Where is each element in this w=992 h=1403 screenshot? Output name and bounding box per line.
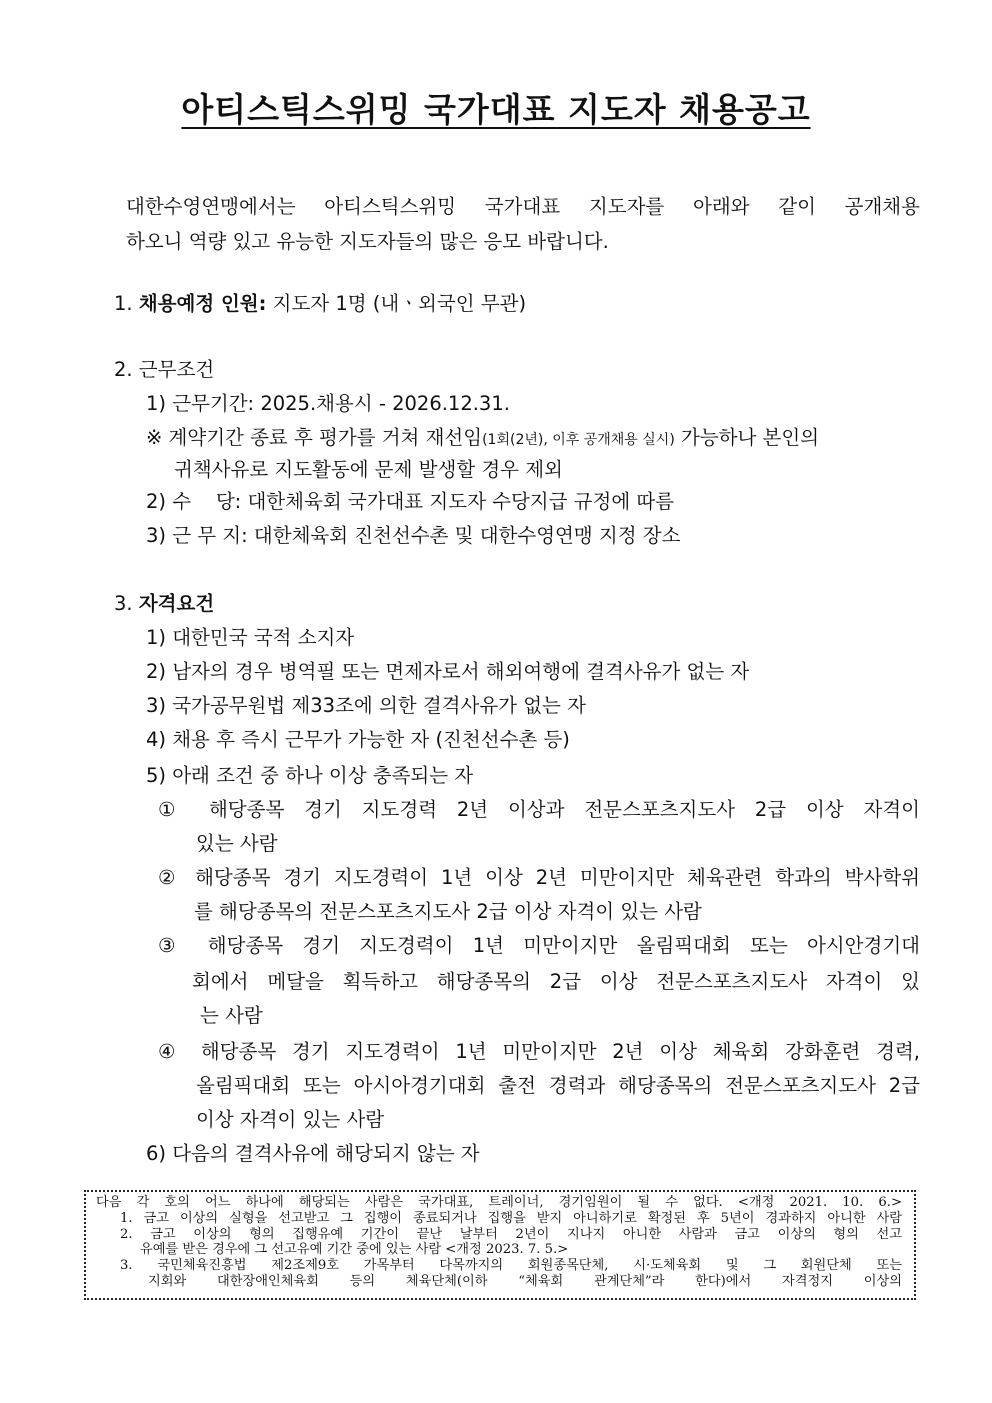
disqualification-item: 1. 금고 이상의 실형을 선고받고 그 집행이 종료되거나 집행을 받지 아니하기로 확정된 후 5년이 경과하지 아니한 사람 xyxy=(120,1211,902,1226)
page-title: 아티스틱스위밍 국가대표 지도자 채용공고 xyxy=(181,90,811,129)
section-3-title: 자격요건 xyxy=(138,592,215,615)
allowance xyxy=(146,490,674,514)
contract-note-line-2: 귀책사유로 지도활동에 문제 발생할 경우 제외 xyxy=(174,458,563,481)
intro-line-1: 대한수영연맹에서는 아티스틱스위밍 국가대표 지도자를 아래와 같이 공개채용 xyxy=(126,195,920,218)
condition-4-line-2: 올림픽대회 또는 아시아경기대회 출전 경력과 해당종목의 전문스포츠지도사 2급 xyxy=(196,1074,920,1097)
condition-3-line-1: ③ 해당종목 경기 지도경력이 1년 미만이지만 올림픽대회 또는 아시안경기대 xyxy=(158,934,920,957)
section-1 xyxy=(114,292,526,316)
requirement-item: 4) 채용 후 즉시 근무가 가능한 자 (진천선수촌 등) xyxy=(146,728,570,751)
contract-note-suffix: 가능하나 본인의 xyxy=(674,426,820,449)
section-2-heading: 2. 근무조건 xyxy=(114,358,215,381)
condition-3-line-3: 는 사람 xyxy=(200,1004,263,1027)
condition-1-line-1: ① 해당종목 경기 지도경력 2년 이상과 전문스포츠지도사 2급 이상 자격이 xyxy=(158,798,920,821)
intro-line-2: 하오니 역량 있고 유능한 지도자들의 많은 응모 바랍니다. xyxy=(126,230,609,253)
workplace xyxy=(146,524,680,548)
condition-2-line-2: 를 해당종목의 전문스포츠지도사 2급 이상 자격이 있는 사람 xyxy=(194,900,702,923)
requirement-item: 3) 국가공무원법 제33조에 의한 결격사유가 없는 자 xyxy=(146,694,586,717)
work-period: 1) 근무기간: 2025.채용시 - 2026.12.31. xyxy=(146,392,510,415)
requirement-item: 2) 남자의 경우 병역필 또는 면제자로서 해외여행에 결격사유가 없는 자 xyxy=(146,660,750,683)
section-3-number: 3. xyxy=(114,592,133,615)
contract-note xyxy=(146,426,819,452)
requirement-item: 5) 아래 조건 중 하나 이상 충족되는 자 xyxy=(146,764,474,787)
condition-3-line-2: 회에서 메달을 획득하고 해당종목의 2급 이상 전문스포츠지도사 자격이 있 xyxy=(192,970,920,993)
allowance-label: 2) 수 당: xyxy=(146,490,242,513)
section-3-heading xyxy=(114,592,214,616)
workplace-value: 대한체육회 진천선수촌 및 대한수영연맹 지정 장소 xyxy=(253,524,681,547)
disqualification-item: 3. 국민체육진흥법 제2조제9호 가목부터 다목까지의 회원종목단체, 시·도체육회 및 그 회원단체 또는 xyxy=(120,1258,902,1273)
condition-1-line-2: 있는 사람 xyxy=(196,832,278,855)
disqualification-item-cont: 유예를 받은 경우에 그 선고유예 기간 중에 있는 사람 <개정 2023. 7. 5.> xyxy=(140,1242,569,1257)
section-1-heading: 채용예정 인원: xyxy=(138,292,267,315)
contract-note-text: ※ 계약기간 종료 후 평가를 거쳐 재선임 xyxy=(146,426,483,449)
disqualification-lead: 다음 각 호의 어느 하나에 해당되는 사람은 국가대표, 트레이너, 경기임원이 될 수 없다. <개정 2021. 10. 6.> xyxy=(96,1195,902,1210)
disqualification-box xyxy=(84,1190,916,1300)
disqualification-item: 2. 금고 이상의 형의 집행유예 기간이 끝난 날부터 2년이 지나지 아니한 사람과 금고 이상의 형의 선고 xyxy=(120,1227,902,1242)
contract-note-detail: (1회(2년), 이후 공개채용 실시) xyxy=(482,432,675,448)
allowance-value: 대한체육회 국가대표 지도자 수당지급 규정에 따름 xyxy=(247,490,675,513)
disqualification-item-cont: 지회와 대한장애인체육회 등의 체육단체(이하 “체육회 관계단체”라 한다)에서 자격정지 이상의 xyxy=(148,1274,902,1289)
condition-2-line-1: ② 해당종목 경기 지도경력이 1년 이상 2년 미만이지만 체육관련 학과의 박사학위 xyxy=(158,866,920,889)
requirement-item: 1) 대한민국 국적 소지자 xyxy=(146,626,355,649)
workplace-label: 3) 근 무 지: xyxy=(146,524,248,547)
condition-4-line-1: ④ 해당종목 경기 지도경력이 1년 미만이지만 2년 이상 체육회 강화훈련 경력, xyxy=(158,1040,920,1063)
section-1-number: 1. xyxy=(114,292,133,315)
condition-4-line-3: 이상 자격이 있는 사람 xyxy=(196,1108,385,1131)
requirement-item: 6) 다음의 결격사유에 해당되지 않는 자 xyxy=(146,1142,480,1165)
section-1-value: 지도자 1명 (내ㆍ외국인 무관) xyxy=(272,292,527,315)
